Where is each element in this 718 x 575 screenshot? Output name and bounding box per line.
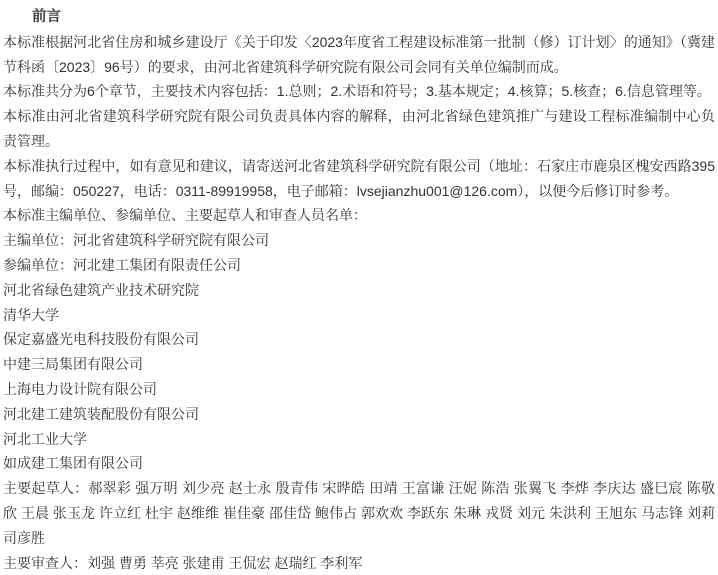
paragraph-chief-editor-unit: 主编单位：河北省建筑科学研究院有限公司	[3, 232, 269, 249]
paragraph-chapters: 本标准共分为6个章节，主要技术内容包括：1.总则；2.术语和符号；3.基本规定；4.核算；5.核查；6.信息管理等。	[3, 83, 711, 100]
paragraph-unit-8: 河北工业大学	[3, 430, 87, 447]
paragraph-main-drafters: 主要起草人：郝翠彩 强万明 刘少亮 赵士永 殷青伟 宋晔皓 田靖 王富谦 汪妮 陈浩 张翼飞 李烨 李庆达 盛巳宸 陈敬欣 王晨 张玉龙 许立红 杜宇 赵维维 崔佳豪 邵佳岱 鲍伟占 郭欢欢 李跃东 朱琳 戎贤 刘元 朱洪利 王旭东 马志锋 刘莉 司彦胜	[3, 480, 715, 546]
paragraph-main-reviewers: 主要审查人：刘强 曹勇 莘亮 张建甫 王侃宏 赵瑞红 李利军	[3, 554, 363, 571]
paragraph-unit-6: 上海电力设计院有限公司	[3, 380, 157, 397]
paragraph-feedback-contact: 本标准执行过程中，如有意见和建议，请寄送河北省建筑科学研究院有限公司（地址：石家庄市鹿泉区槐安西路395号，邮编：050227，电话：0311-89919958，电子邮箱：lvsejianzhu001@126.com），以便今后修订时参考。	[3, 157, 715, 199]
paragraph-unit-4: 保定嘉盛光电科技股份有限公司	[3, 331, 199, 348]
paragraph-list-intro: 本标准主编单位、参编单位、主要起草人和审查人员名单：	[3, 207, 367, 224]
paragraph-unit-3: 清华大学	[3, 306, 59, 323]
paragraph-unit-7: 河北建工建筑装配股份有限公司	[3, 405, 199, 422]
paragraph-unit-5: 中建三局集团有限公司	[3, 356, 143, 373]
paragraph-basis: 本标准根据河北省住房和城乡建设厅《关于印发〈2023年度省工程建设标准第一批制（修）订计划〉的通知》（冀建节科函〔2023〕96号）的要求，由河北省建筑科学研究院有限公司会同有关单位编制而成。	[3, 33, 715, 75]
page-title: 前言	[32, 9, 61, 25]
paragraph-unit-9: 如成建工集团有限公司	[3, 455, 143, 472]
paragraph-interpretation: 本标准由河北省建筑科学研究院有限公司负责具体内容的解释，由河北省绿色建筑推广与建设工程标准编制中心负责管理。	[3, 108, 715, 149]
paragraph-unit-2: 河北省绿色建筑产业技术研究院	[3, 281, 199, 298]
paragraph-participating-unit: 参编单位：河北建工集团有限责任公司	[3, 256, 241, 273]
